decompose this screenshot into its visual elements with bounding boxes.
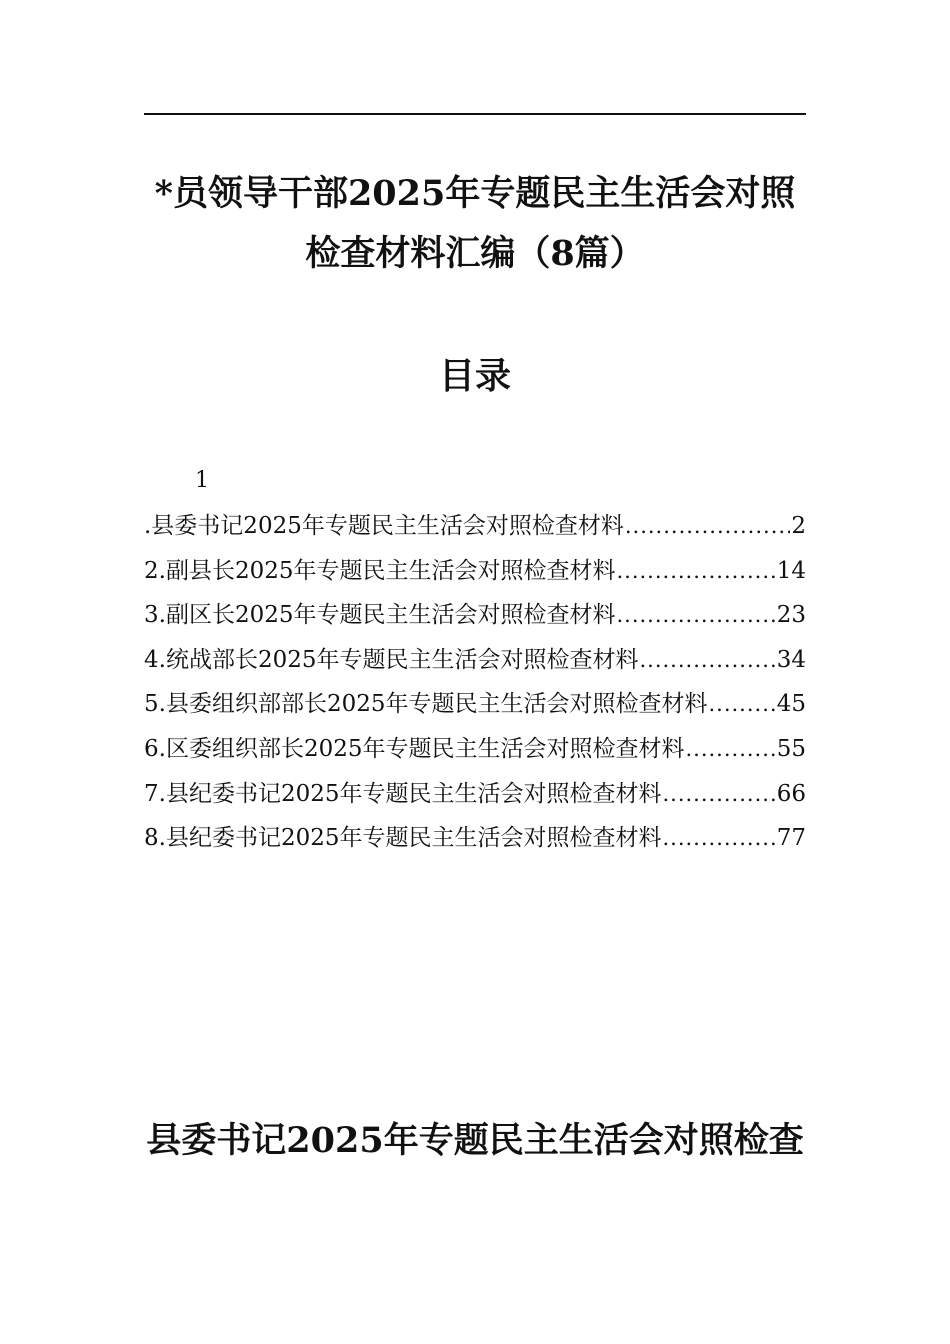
toc-item[interactable] [144,597,806,642]
toc-dot-leader [708,686,775,722]
header-rule [144,113,806,115]
toc-item-label: 5.县委组织部部长2025年专题民主生活会对照检查材料 [144,691,708,718]
toc-item[interactable] [144,508,806,553]
toc-item-page: 34 [776,646,806,673]
toc-item-page: 2 [791,513,806,539]
toc-item-page: 55 [776,735,806,762]
toc-dot-leader [662,776,775,812]
toc-item-label: 2.副县长2025年专题民主生活会对照检查材料 [144,557,616,584]
toc-item-page: 23 [776,602,806,629]
toc-dot-leader [625,508,791,544]
toc-first-item-number: 1 [195,468,209,493]
document-title [144,164,806,284]
table-of-contents [144,508,806,865]
document-title-line-2: 检查材料汇编（8篇） [305,233,645,274]
toc-item-page: 14 [776,557,806,584]
toc-dot-leader [616,553,775,589]
toc-item[interactable] [144,820,806,865]
toc-item-label: 6.区委组织部长2025年专题民主生活会对照检查材料 [144,735,685,762]
toc-heading: 目录 [438,355,511,397]
toc-dot-leader [685,731,775,767]
toc-item-page: 66 [776,780,806,807]
toc-item[interactable] [144,642,806,687]
toc-item-page: 45 [776,691,806,718]
toc-item-label: 3.副区长2025年专题民主生活会对照检查材料 [144,602,616,629]
toc-item[interactable] [144,553,806,598]
toc-item-label: 4.统战部长2025年专题民主生活会对照检查材料 [144,646,639,673]
toc-item-label: .县委书记2025年专题民主生活会对照检查材料 [144,513,624,539]
section-title: 县委书记2025年专题民主生活会对照检查 [146,1120,804,1161]
toc-item-page: 77 [776,825,806,852]
toc-item[interactable] [144,731,806,776]
toc-item-label: 8.县纪委书记2025年专题民主生活会对照检查材料 [144,825,662,852]
document-title-line-1: *员领导干部2025年专题民主生活会对照 [154,173,796,214]
toc-dot-leader [662,820,775,856]
toc-item[interactable] [144,776,806,821]
toc-item-label: 7.县纪委书记2025年专题民主生活会对照检查材料 [144,780,662,807]
toc-dot-leader [639,642,775,678]
toc-dot-leader [616,597,775,633]
toc-item[interactable] [144,686,806,731]
